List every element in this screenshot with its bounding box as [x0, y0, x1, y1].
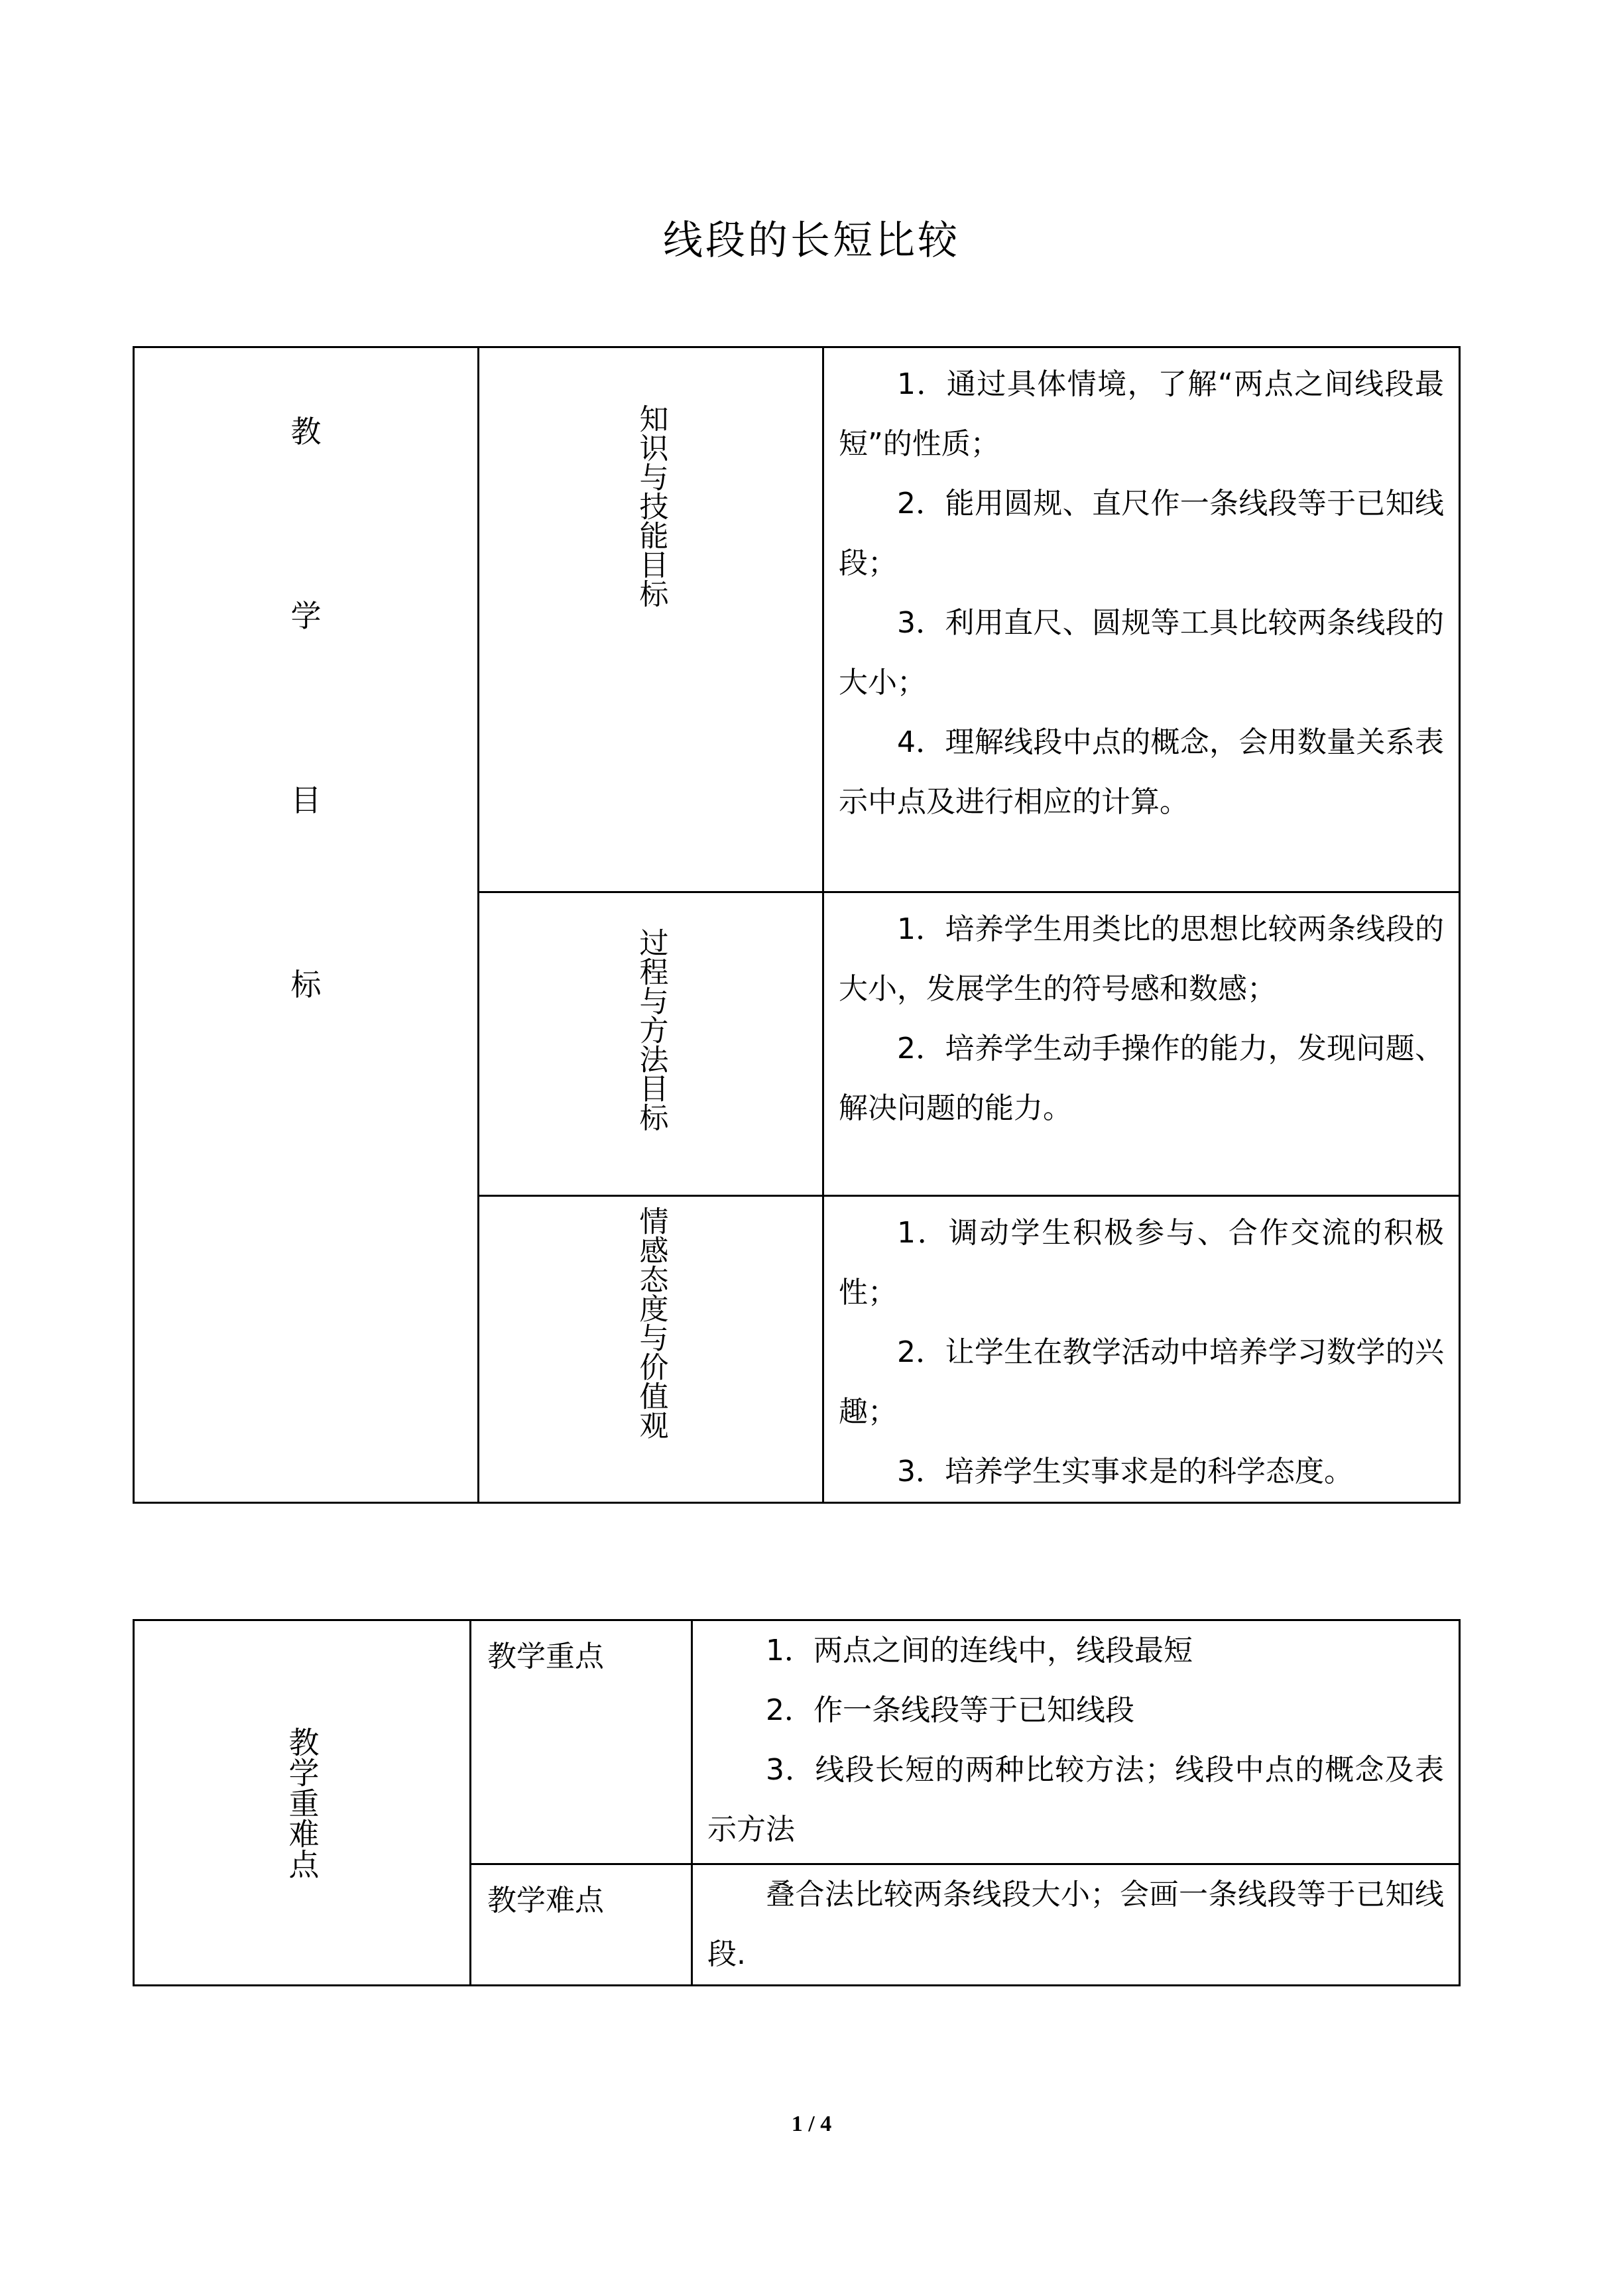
key-point-list [693, 1621, 1459, 1860]
label-cell [471, 1620, 692, 1864]
content-cell [823, 892, 1460, 1196]
key-points-header: 教学重难点 [284, 1726, 320, 1879]
category-knowledge-skills: 知识与技能目标 [634, 404, 668, 608]
objective-item: 3．利用直尺、圆规等工具比较两条线段的大小； [839, 606, 1444, 699]
objective-list [824, 348, 1459, 832]
category-cell [479, 1196, 823, 1503]
objective-list [824, 893, 1459, 1138]
label-cell [471, 1864, 692, 1986]
key-point-item: 2．作一条线段等于已知线段 [766, 1693, 1134, 1727]
content-cell [692, 1864, 1460, 1986]
objective-item: 2．让学生在教学活动中培养学习数学的兴趣； [839, 1335, 1444, 1429]
difficult-point-list [693, 1865, 1459, 1984]
objectives-header-char: 学 [290, 598, 322, 634]
category-cell [479, 347, 823, 892]
objective-item: 4．理解线段中点的概念，会用数量关系表示中点及进行相应的计算。 [839, 725, 1444, 819]
objectives-header [135, 348, 477, 1004]
objective-item: 2．能用圆规、直尺作一条线段等于已知线段； [839, 487, 1444, 580]
objective-list [824, 1197, 1459, 1502]
content-cell [823, 1196, 1460, 1503]
category-process-methods: 过程与方法目标 [634, 928, 668, 1132]
content-cell [823, 347, 1460, 892]
objective-item: 1．培养学生用类比的思想比较两条线段的大小，发展学生的符号感和数感； [839, 912, 1444, 1006]
key-point-label: 教学重点 [487, 1640, 604, 1673]
key-point-item: 3．线段长短的两种比较方法；线段中点的概念及表示方法 [707, 1753, 1444, 1846]
objectives-header-cell [134, 347, 479, 1503]
objective-item: 3．培养学生实事求是的科学态度。 [897, 1455, 1353, 1488]
objectives-header-char: 标 [290, 967, 322, 1002]
content-cell [692, 1620, 1460, 1864]
objective-item: 1．调动学生积极参与、合作交流的积极性； [839, 1216, 1444, 1309]
table-row [134, 347, 1460, 892]
difficult-point-item: 叠合法比较两条线段大小；会画一条线段等于已知线段. [707, 1878, 1444, 1971]
teaching-objectives-table [133, 346, 1461, 1504]
objective-item: 2．培养学生动手操作的能力，发现问题、解决问题的能力。 [839, 1032, 1444, 1125]
page-title: 线段的长短比较 [663, 217, 960, 264]
objective-item: 1．通过具体情境，了解“两点之间线段最短”的性质； [839, 367, 1444, 461]
page-number: 1 / 4 [791, 2112, 832, 2136]
table-row [134, 1620, 1460, 1864]
category-attitudes-values: 情感态度与价值观 [634, 1206, 668, 1439]
category-cell [479, 892, 823, 1196]
key-point-item: 1．两点之间的连线中，线段最短 [766, 1634, 1193, 1667]
difficult-point-label: 教学难点 [487, 1884, 604, 1917]
objectives-header-char: 教 [290, 414, 322, 450]
objectives-header-char: 目 [290, 782, 322, 818]
key-difficult-points-table [133, 1619, 1461, 1986]
key-points-header-cell [134, 1620, 471, 1986]
